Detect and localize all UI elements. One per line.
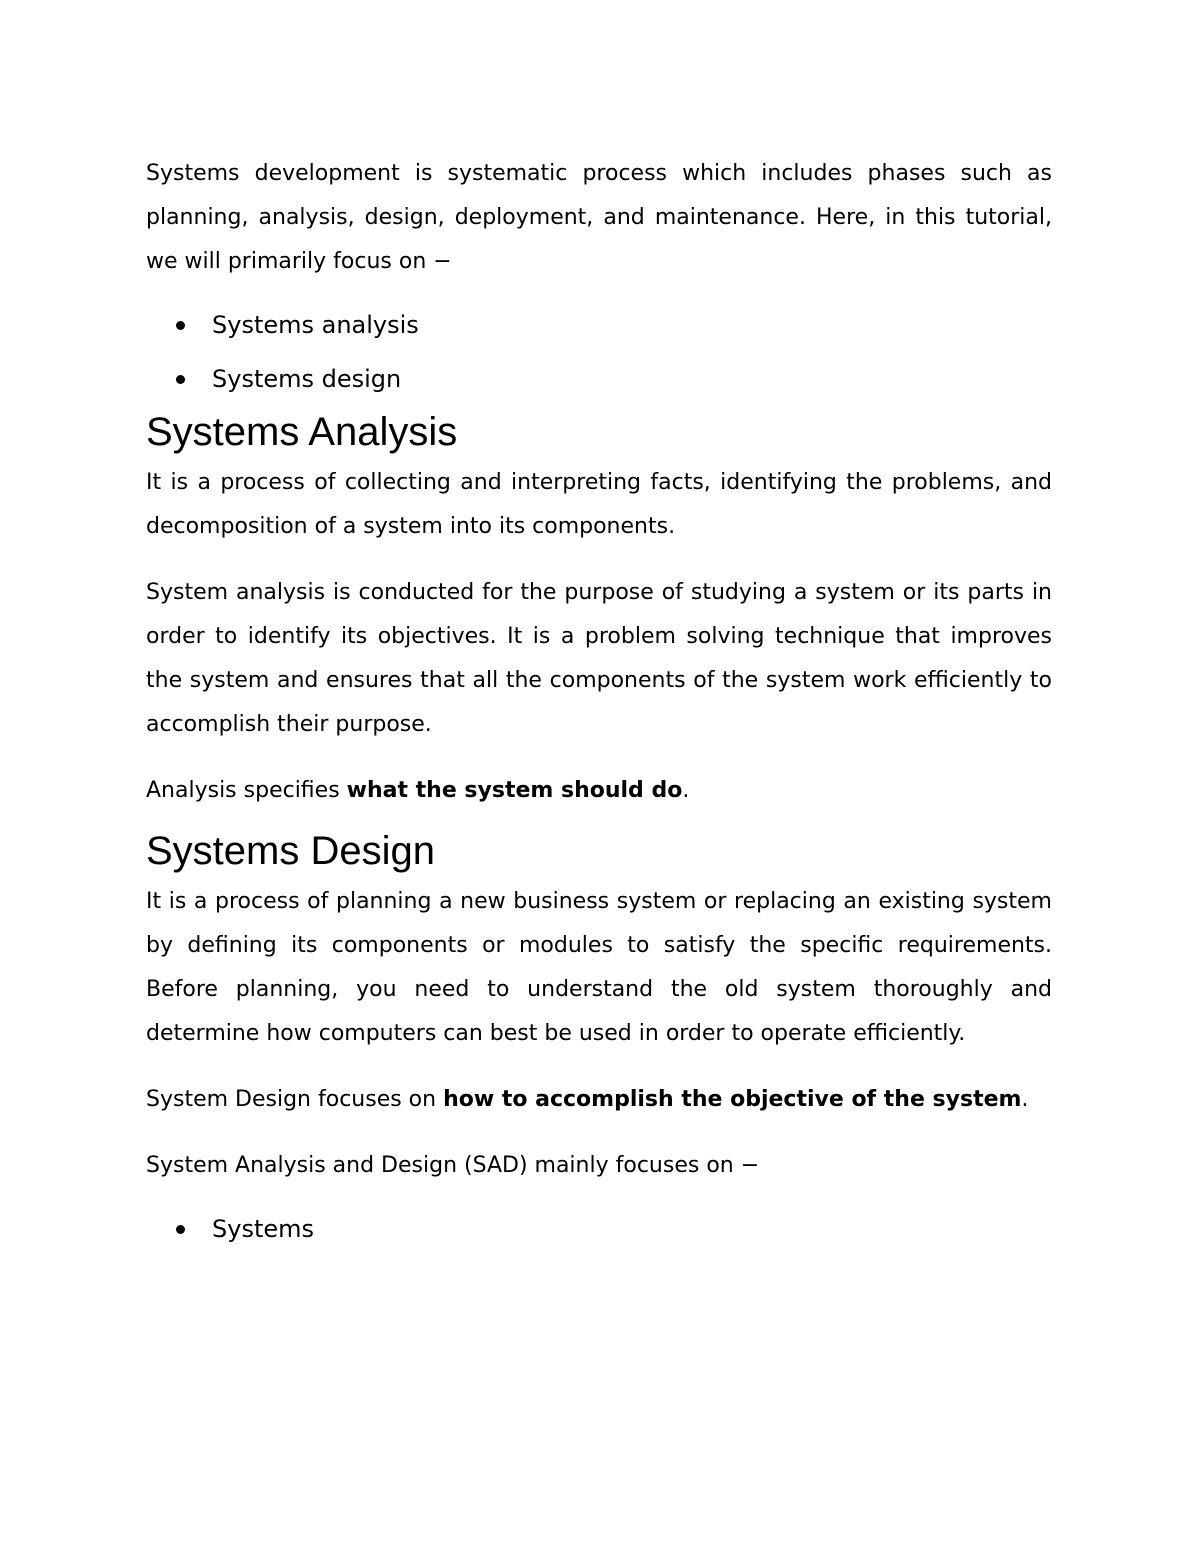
intro-bullet-list <box>146 298 1052 406</box>
systems-design-heading: Systems Design <box>146 829 435 873</box>
design-p2-emphasis: how to accomplish the objective of the system <box>443 1087 1022 1112</box>
bullet-icon <box>176 375 185 384</box>
list-item <box>146 352 1052 406</box>
design-p2-prefix: System Design focuses on <box>146 1087 444 1112</box>
design-p2-suffix: . <box>1021 1087 1029 1112</box>
systems-analysis-heading: Systems Analysis <box>146 410 458 454</box>
design-paragraph-2 <box>146 1078 1052 1122</box>
intro-paragraph: Systems development is systematic process which includes phases such as planning, analysis, design, deployment, and maintenance. Here, in this tutorial, we will primarily focus on − <box>146 161 1052 274</box>
analysis-paragraph-1: It is a process of collecting and interpreting facts, identifying the problems, and decomposition of a system into its components. <box>146 470 1052 539</box>
list-item-label: Systems analysis <box>212 311 419 339</box>
list-item <box>146 298 1052 352</box>
analysis-p3-suffix: . <box>682 778 690 803</box>
sad-bullet-list <box>146 1202 1052 1256</box>
analysis-paragraph-3 <box>146 769 1052 813</box>
list-item <box>146 1202 1052 1256</box>
list-item-label: Systems <box>212 1215 314 1243</box>
document-page <box>146 152 1052 1256</box>
design-paragraph-1: It is a process of planning a new business system or replacing an existing system by defining its components or modules to satisfy the specific requirements. Before planning, you need to understand the old system thoroughly and determine how computers can best be used in order to operate efficiently. <box>146 889 1052 1046</box>
analysis-p3-emphasis: what the system should do <box>346 778 683 803</box>
bullet-icon <box>176 1225 185 1234</box>
design-paragraph-3: System Analysis and Design (SAD) mainly focuses on − <box>146 1153 760 1178</box>
analysis-p3-prefix: Analysis specifies <box>146 778 347 803</box>
analysis-paragraph-2: System analysis is conducted for the purpose of studying a system or its parts in order to identify its objectives. It is a problem solving technique that improves the system and ensures that all the components of the system work efficiently to accomplish their purpose. <box>146 580 1052 737</box>
bullet-icon <box>176 321 185 330</box>
list-item-label: Systems design <box>212 365 402 393</box>
